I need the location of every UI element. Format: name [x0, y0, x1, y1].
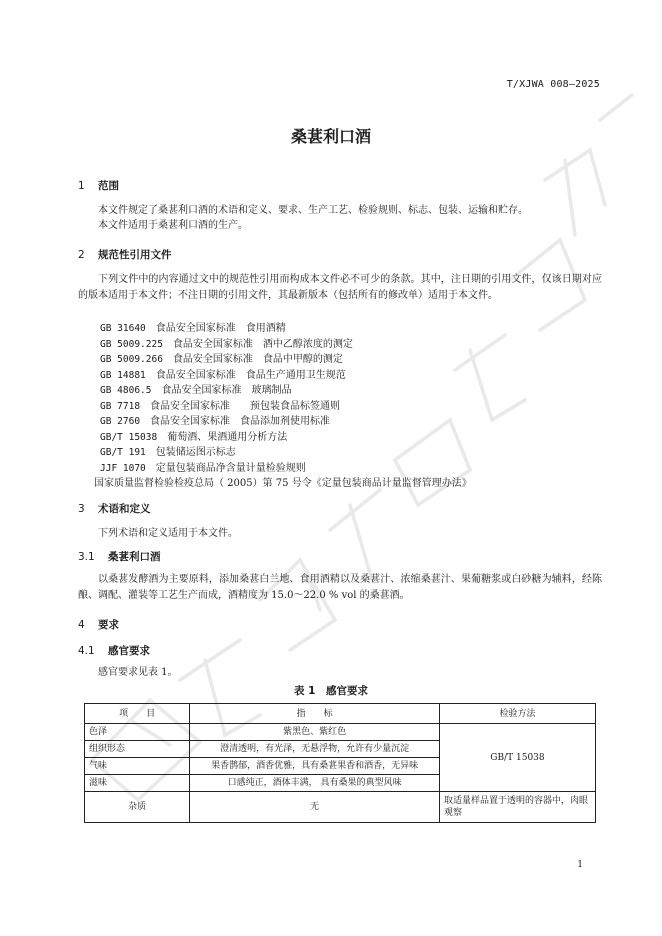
cell-item: 组织形态 [85, 741, 190, 758]
section-number: 2 [78, 249, 85, 261]
subsection-number: 4.1 [78, 645, 95, 657]
cell-item: 杂质 [85, 792, 190, 823]
reference-item: GB/T 15038 葡萄酒、果酒通用分析方法 [100, 431, 288, 443]
page-number: 1 [577, 860, 583, 870]
cell-item: 滋味 [85, 775, 190, 792]
column-header-index: 指 标 [190, 704, 440, 724]
reference-list [94, 321, 600, 492]
section-number: 4 [78, 619, 85, 631]
table-row [85, 792, 596, 823]
subsection-4-1-heading [78, 643, 150, 658]
subsection-title: 感官要求 [108, 645, 150, 657]
sensory-intro-paragraph: 感官要求见表 1。 [98, 667, 178, 678]
section-title: 规范性引用文件 [98, 249, 172, 261]
standard-code: T/XJWA 008—2025 [506, 79, 600, 90]
cell-method-shared: GB/T 15038 [439, 724, 595, 792]
term-definition-paragraph: 以桑葚发酵酒为主要原料，添加桑葚白兰地、食用酒精以及桑葚汁、浓缩桑葚汁、果葡糖浆或白砂糖为辅料，经陈酿、调配、灌装等工艺生产而成，酒精度为 15.0～22.0 % vol 的桑葚酒。 [78, 574, 602, 601]
cell-index: 澄清透明，有光泽，无悬浮物，允许有少量沉淀 [190, 741, 440, 758]
cell-method: 取适量样品置于透明的容器中，肉眼观察 [439, 792, 595, 823]
reference-item: GB 5009.266 食品安全国家标准 食品中甲醇的测定 [100, 354, 343, 365]
section-title: 术语和定义 [98, 503, 151, 515]
table-caption: 表 1 感官要求 [294, 685, 368, 697]
section-number: 3 [78, 503, 85, 515]
reference-item: 国家质量监督检验检疫总局（ 2005）第 75 号令《定量包装商品计量监督管理办法》 [94, 478, 472, 489]
subsection-number: 3.1 [78, 551, 95, 563]
reference-item: GB 14881 食品安全国家标准 食品生产通用卫生规范 [100, 369, 346, 381]
term-3-1-heading [78, 549, 161, 564]
terms-intro-paragraph: 下列术语和定义适用于本文件。 [98, 528, 238, 539]
reference-item: JJF 1070 定量包装商品净含量计量检验规则 [100, 462, 306, 474]
cell-item: 色泽 [85, 724, 190, 741]
table-row [85, 724, 596, 741]
cell-index: 紫黑色、紫红色 [190, 724, 440, 741]
column-header-item: 项 目 [85, 704, 190, 724]
column-header-method: 检验方法 [439, 704, 595, 724]
scope-paragraph-1: 本文件规定了桑葚利口酒的术语和定义、要求、生产工艺、检验规则、标志、包装、运输和贮存。 [98, 205, 528, 216]
reference-item: GB 5009.225 食品安全国家标准 酒中乙醇浓度的测定 [100, 338, 353, 350]
sensory-requirements-table [84, 703, 596, 823]
section-2-heading [78, 247, 172, 262]
reference-item: GB/T 191 包装储运图示标志 [100, 447, 236, 458]
cell-item: 气味 [85, 758, 190, 775]
cell-index: 果香鹊郁，酒香优雅，具有桑葚果香和酒香，无异味 [190, 758, 440, 775]
section-3-heading [78, 501, 151, 516]
reference-item: GB 2760 食品安全国家标准 食品添加剂使用标准 [100, 416, 331, 427]
document-title: 桑葚利口酒 [290, 127, 371, 146]
cell-index: 无 [190, 792, 440, 823]
section-title: 范围 [98, 180, 119, 192]
reference-item: GB 4806.5 食品安全国家标准 玻璃制品 [100, 385, 292, 396]
section-number: 1 [78, 180, 85, 192]
section-1-heading [78, 178, 119, 193]
section-title: 要求 [98, 619, 119, 631]
table-header-row [85, 704, 596, 724]
reference-item: GB 31640 食品安全国家标准 食用酒精 [100, 323, 286, 334]
refs-intro-paragraph: 下列文件中的内容通过文中的规范性引用而构成本文件必不可少的条款。其中，注日期的引用文件，仅该日期对应的版本适用于本文件；不注日期的引用文件，其最新版本（包括所有的修改单）适用于本文件。 [78, 274, 602, 301]
scope-paragraph-2: 本文件适用于桑葚利口酒的生产。 [98, 220, 248, 231]
subsection-title: 桑葚利口酒 [108, 551, 161, 563]
section-4-heading [78, 617, 119, 632]
reference-item: GB 7718 食品安全国家标准 预包装食品标签通则 [100, 400, 341, 412]
cell-index: 口感纯正，酒体丰满， 具有桑果的典型风味 [190, 775, 440, 792]
